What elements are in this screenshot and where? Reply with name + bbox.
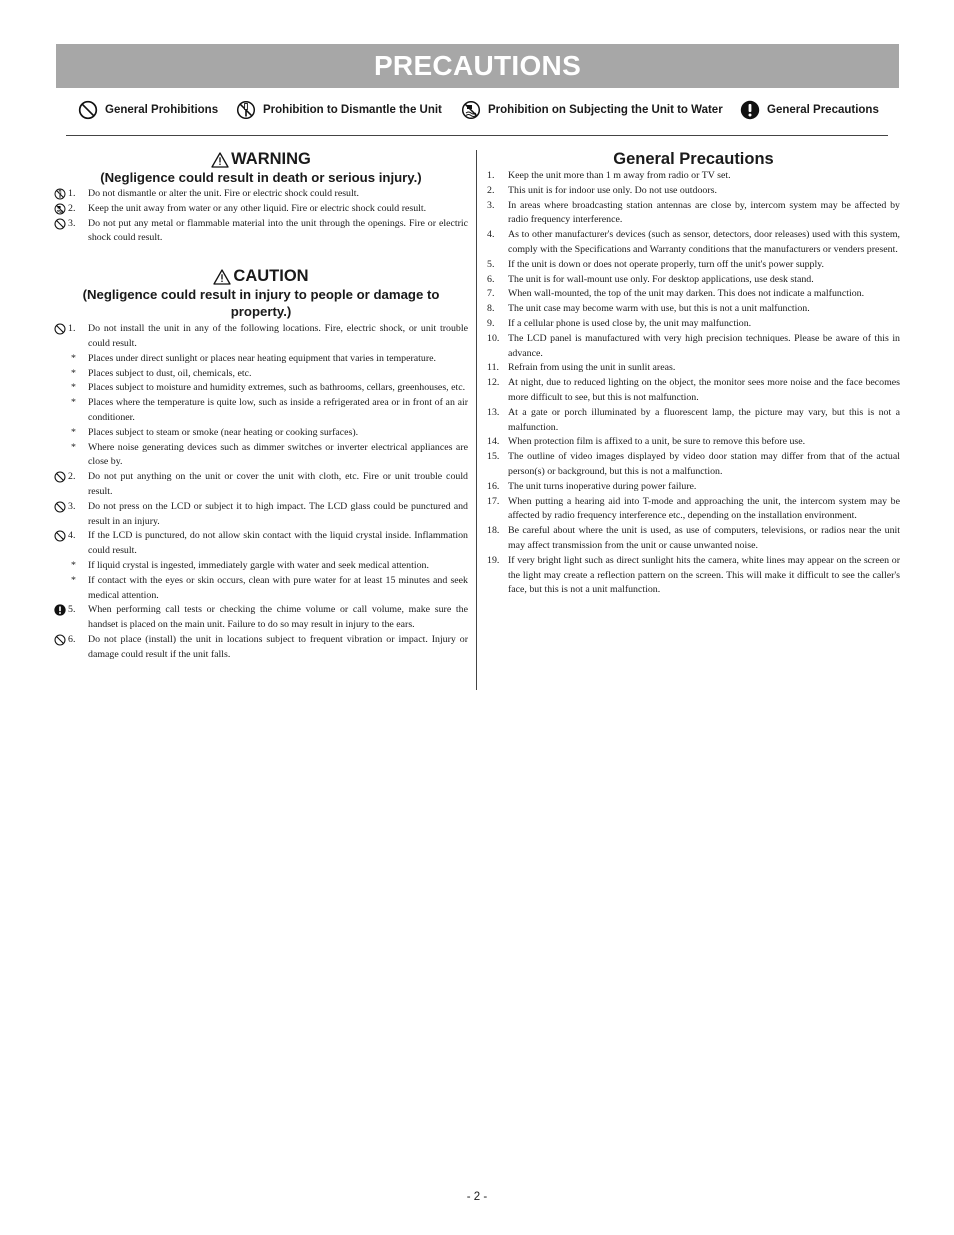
list-item <box>54 603 468 633</box>
item-number: 11. <box>487 362 499 374</box>
item-text: This unit is for indoor use only. Do not use outdoors. <box>508 184 717 196</box>
item-number: * <box>71 382 76 394</box>
item-number: 6. <box>487 273 495 285</box>
item-number: 12. <box>487 377 500 389</box>
list-item <box>54 202 468 217</box>
list-item <box>487 406 900 436</box>
list-item <box>487 450 900 480</box>
item-number: 1. <box>68 188 76 199</box>
list-item <box>54 529 468 559</box>
item-number: * <box>71 397 76 409</box>
no-dismantle-icon <box>236 100 256 120</box>
item-number: 7. <box>487 288 495 300</box>
item-number: 3. <box>487 199 495 211</box>
item-text: When protection film is affixed to a unit, be sure to remove this before use. <box>508 436 806 448</box>
item-text: When performing call tests or checking the chime volume or call volume, make sure the handset is placed on the main unit. Failure to do so may result in injury to the ears. <box>88 604 468 631</box>
item-number: 19. <box>487 554 500 566</box>
item-number: 10. <box>487 332 500 344</box>
list-item <box>487 302 900 317</box>
item-number: * <box>71 574 76 586</box>
item-text: When putting a hearing aid into T-mode and approaching the unit, the intercom system may be affected by radio frequency interference etc., depending on the installation environment. <box>508 495 900 522</box>
item-text: Refrain from using the unit in sunlit areas. <box>508 362 676 374</box>
list-subitem <box>54 367 468 382</box>
list-item <box>487 228 900 258</box>
item-text: In areas where broadcasting station antennas are close by, intercom system may be affected by radio frequency interference. <box>508 199 900 226</box>
general-precautions-list <box>487 169 900 598</box>
item-number: 13. <box>487 406 500 418</box>
exclamation-icon <box>740 100 760 120</box>
item-text: The unit is for wall-mount use only. For desktop applications, use desk stand. <box>508 273 814 285</box>
item-text: Keep the unit more than 1 m away from radio or TV set. <box>508 170 731 181</box>
item-text: Places subject to dust, oil, chemicals, etc. <box>88 367 252 379</box>
warning-triangle-icon <box>213 269 231 285</box>
item-number: * <box>71 559 76 571</box>
right-column <box>487 150 900 598</box>
divider-vertical <box>476 150 477 690</box>
item-number: * <box>71 441 76 453</box>
list-item <box>54 187 468 202</box>
item-text: Be careful about where the unit is used, as use of computers, televisions, or radios near the unit may affect transmission from the unit or cause unwanted noise. <box>508 525 900 551</box>
item-number: * <box>71 426 76 438</box>
item-text: Do not put anything on the unit or cover the unit with cloth, etc. Fire or unit trouble could result. <box>88 471 468 497</box>
no-water-icon <box>54 203 66 215</box>
item-text: Where noise generating devices such as dimmer switches or inverter electrical appliances are close by. <box>88 441 468 468</box>
item-text: If contact with the eyes or skin occurs, clean with pure water for at least 15 minutes and seek medical attention. <box>88 574 468 601</box>
list-item <box>487 273 900 288</box>
item-text: When wall-mounted, the top of the unit may darken. This does not indicate a malfunction. <box>508 288 865 300</box>
item-text: Places subject to steam or smoke (near heating or cooking surfaces). <box>88 426 359 438</box>
page-title: PRECAUTIONS <box>373 50 582 81</box>
item-text: If the LCD is punctured, do not allow skin contact with the liquid crystal inside. Inflammation could result. <box>88 530 468 557</box>
item-text: Do not dismantle or alter the unit. Fire or electric shock could result. <box>88 188 359 199</box>
warning-triangle-icon <box>211 152 229 168</box>
legend-label: General Prohibitions <box>105 104 219 116</box>
list-subitem <box>54 426 468 441</box>
item-text: The LCD panel is manufactured with very high precision techniques. Please be aware of this in advance. <box>508 332 900 359</box>
list-item <box>54 470 468 500</box>
item-number: 4. <box>487 229 495 241</box>
item-number: 8. <box>487 303 495 315</box>
list-item <box>487 199 900 229</box>
item-number: 2. <box>68 202 76 214</box>
list-item <box>54 217 468 247</box>
item-number: 15. <box>487 451 500 463</box>
item-text: Places where the temperature is quite low, such as inside a refrigerated area or in front of an air conditioner. <box>88 397 468 423</box>
list-subitem <box>54 381 468 396</box>
item-number: 1. <box>487 170 495 181</box>
title-banner <box>56 44 899 88</box>
prohibition-icon <box>54 501 66 513</box>
page-number: - 2 - <box>466 1191 488 1203</box>
list-subitem <box>54 396 468 426</box>
caution-list <box>54 322 468 662</box>
item-number: 1. <box>68 323 76 335</box>
item-number: 9. <box>487 317 495 329</box>
item-text: Do not put any metal or flammable material into the unit through the openings. Fire or electric shock could result. <box>88 217 468 244</box>
list-item <box>54 322 468 352</box>
item-number: 2. <box>487 184 495 196</box>
exclamation-icon <box>54 604 66 616</box>
icon-legend <box>0 100 954 122</box>
item-text: If a cellular phone is used close by, the unit may malfunction. <box>508 317 752 329</box>
prohibition-icon <box>54 530 66 542</box>
caution-heading: CAUTION <box>54 267 468 286</box>
item-text: The outline of video images displayed by video door station may differ from that of the actual person(s) or background, but this is not a malfunction. <box>508 451 900 477</box>
list-item <box>487 495 900 525</box>
prohibition-icon <box>54 218 66 230</box>
item-text: Keep the unit away from water or any other liquid. Fire or electric shock could result. <box>88 202 427 214</box>
item-number: 6. <box>68 633 76 645</box>
item-text: As to other manufacturer's devices (such as sensor, detectors, door releases) used with this system, comply with the Specifications and Warranty conditions that the manufacturers or venders present. <box>508 229 900 255</box>
legend-item-no-dismantle <box>236 100 442 120</box>
list-subitem <box>54 559 468 574</box>
list-item <box>487 258 900 273</box>
warning-subheading: (Negligence could result in death or serious injury.) <box>100 170 422 185</box>
legend-item-general-prohibitions <box>78 100 218 120</box>
prohibition-icon <box>54 471 66 483</box>
legend-label: Prohibition to Dismantle the Unit <box>263 104 442 116</box>
list-subitem <box>54 352 468 367</box>
item-text: Places subject to moisture and humidity extremes, such as bathrooms, cellars, greenhouses, etc. <box>88 382 466 394</box>
item-text: Places under direct sunlight or places near heating equipment that varies in temperature. <box>88 352 436 364</box>
item-text: Do not press on the LCD or subject it to high impact. The LCD glass could be punctured and result in an injury. <box>88 500 468 527</box>
warning-list <box>54 187 468 246</box>
list-item <box>487 169 900 184</box>
left-column <box>54 150 468 663</box>
item-text: The unit turns inoperative during power failure. <box>508 480 697 492</box>
item-text: At night, due to reduced lighting on the object, the monitor sees more noise and the face becomes more difficult to see, but this is not malfunction. <box>508 377 900 403</box>
list-subitem <box>54 441 468 471</box>
legend-label: General Precautions <box>767 104 879 116</box>
item-number: 17. <box>487 495 500 507</box>
divider-horizontal <box>66 135 888 136</box>
item-text: If very bright light such as direct sunlight hits the camera, white lines may appear on the screen or the light may create a reflection pattern on the screen. This will make it difficult to see the caller's face, but this is not a unit malfunction. <box>508 554 900 596</box>
list-item <box>487 361 900 376</box>
item-number: 5. <box>68 604 76 616</box>
list-item <box>54 500 468 530</box>
list-subitem <box>54 574 468 604</box>
legend-label: Prohibition on Subjecting the Unit to Water <box>488 104 723 116</box>
legend-item-general-precautions <box>740 100 879 120</box>
item-text: If the unit is down or does not operate properly, turn off the unit's power supply. <box>508 258 824 270</box>
prohibition-icon <box>78 100 98 120</box>
list-item <box>487 184 900 199</box>
warning-heading: WARNING <box>54 150 468 169</box>
item-number: 3. <box>68 217 76 229</box>
list-item <box>487 480 900 495</box>
no-dismantle-icon <box>54 188 66 200</box>
list-item <box>487 287 900 302</box>
item-number: 14. <box>487 436 500 448</box>
item-number: * <box>71 352 76 364</box>
prohibition-icon <box>54 323 66 335</box>
item-text: If liquid crystal is ingested, immediately gargle with water and seek medical attention. <box>88 559 429 571</box>
item-number: 3. <box>68 500 76 512</box>
legend-item-no-water <box>461 100 723 120</box>
item-text: Do not install the unit in any of the following locations. Fire, electric shock, or unit trouble could result. <box>88 323 468 349</box>
caution-subheading: (Negligence could result in injury to people or damage to property.) <box>82 287 440 320</box>
list-item <box>487 376 900 406</box>
list-item <box>54 633 468 663</box>
item-text: At a gate or porch illuminated by a fluorescent lamp, the picture may vary, but this is not a malfunction. <box>508 406 900 433</box>
general-precautions-heading: General Precautions <box>613 150 774 168</box>
item-number: * <box>71 367 76 379</box>
list-item <box>487 524 900 554</box>
item-text: Do not place (install) the unit in locations subject to frequent vibration or impact. Injury or damage could result if the unit falls. <box>88 633 468 660</box>
item-number: 16. <box>487 480 500 492</box>
item-number: 18. <box>487 525 500 537</box>
no-water-icon <box>461 100 481 120</box>
item-number: 2. <box>68 471 76 483</box>
item-number: 5. <box>487 258 495 270</box>
item-number: 4. <box>68 530 76 542</box>
list-item <box>487 435 900 450</box>
prohibition-icon <box>54 634 66 646</box>
list-item <box>487 554 900 598</box>
item-text: The unit case may become warm with use, but this is not a unit malfunction. <box>508 303 810 315</box>
list-item <box>487 317 900 332</box>
list-item <box>487 332 900 362</box>
